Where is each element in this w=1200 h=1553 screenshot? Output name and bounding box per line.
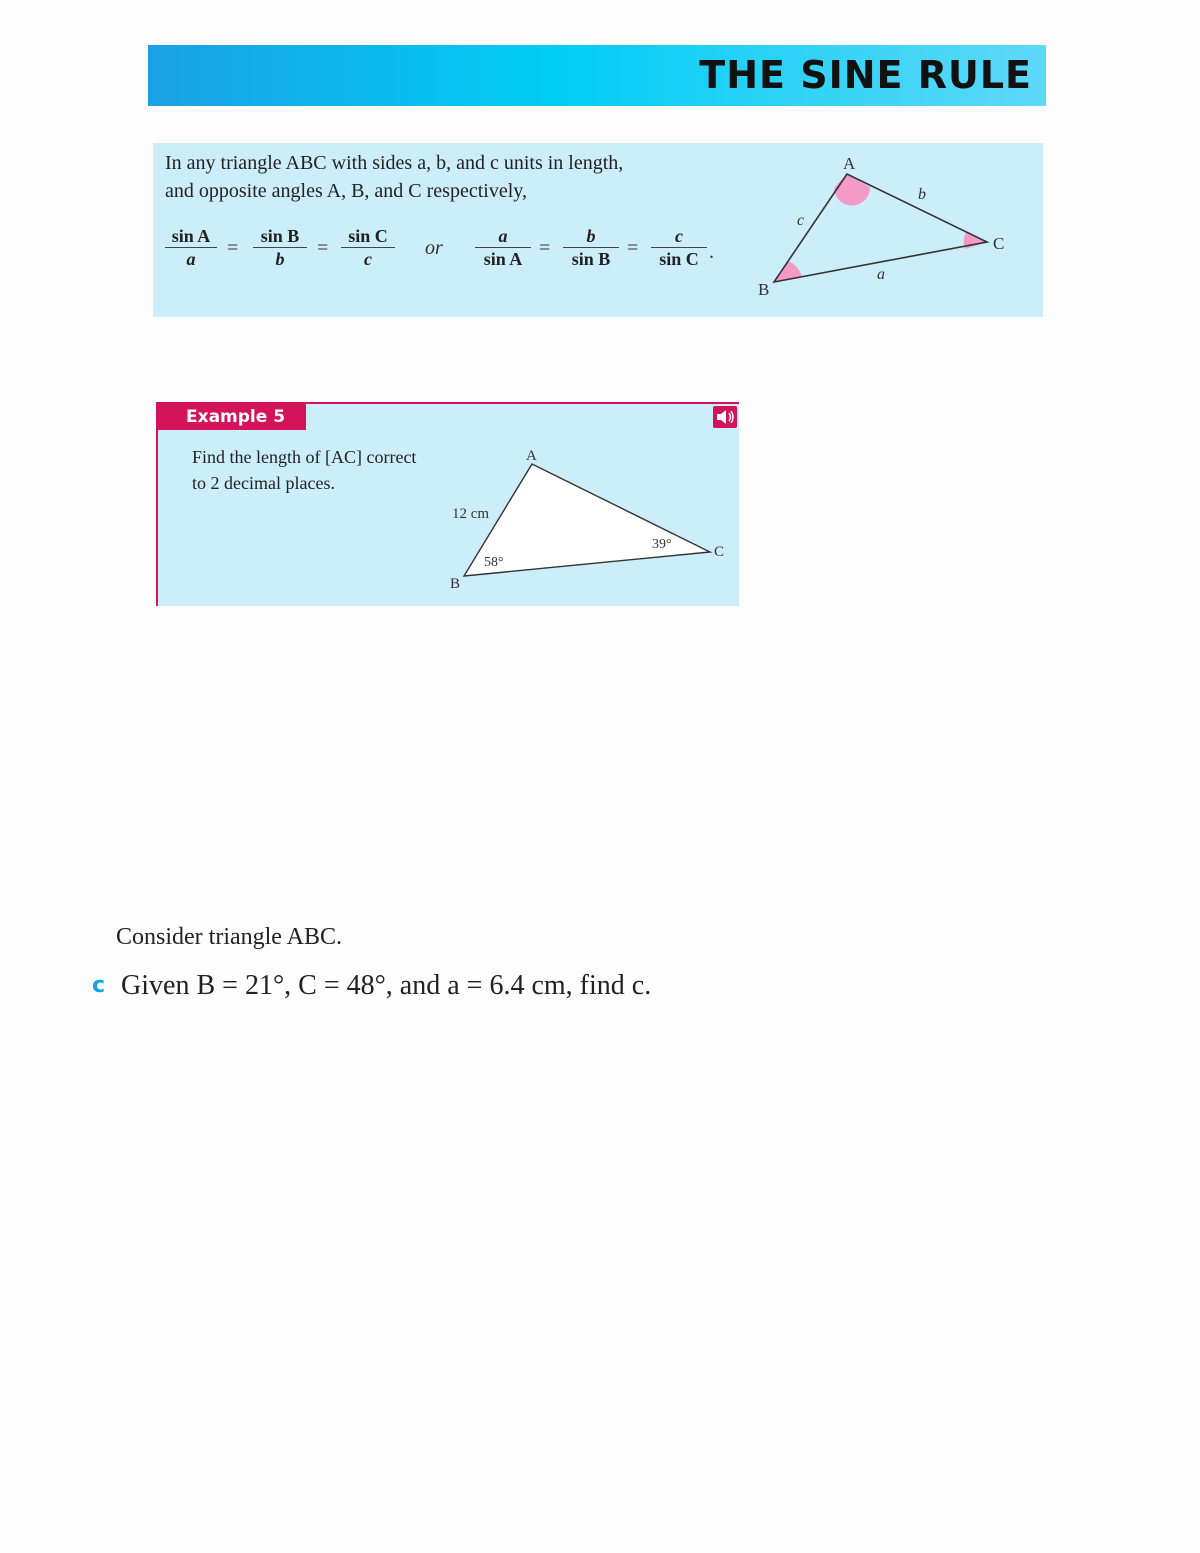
side-c-label: c: [797, 212, 805, 229]
side-b-label: b: [918, 186, 926, 203]
formula-period: .: [709, 241, 714, 263]
fraction-numerator: b: [563, 225, 619, 248]
equals-sign: =: [539, 237, 551, 259]
side-a-label: a: [877, 266, 885, 283]
example-box: [156, 402, 739, 606]
fraction-a-over-sinA: [475, 225, 531, 270]
or-connector: or: [425, 237, 443, 259]
fraction-sinB-over-b: [253, 225, 307, 270]
example-angle-b-label: 58°: [484, 555, 504, 570]
fraction-denominator: sin C: [659, 249, 699, 269]
equals-sign: =: [317, 237, 329, 259]
fraction-denominator: sin B: [571, 249, 611, 269]
vertex-a-label: A: [843, 154, 856, 173]
question-intro: Consider triangle ABC.: [116, 924, 342, 950]
example-triangle-diagram: [438, 442, 738, 602]
fraction-denominator: c: [364, 249, 372, 269]
fraction-numerator: c: [651, 225, 707, 248]
speaker-icon: [713, 406, 737, 428]
question-letter: c: [92, 973, 106, 998]
fraction-denominator: a: [186, 249, 196, 269]
fraction-c-over-sinC: [651, 225, 707, 270]
fraction-sinA-over-a: [165, 225, 217, 270]
fraction-b-over-sinB: [563, 225, 619, 270]
example-vertex-b-label: B: [450, 576, 461, 592]
example-line-2: to 2 decimal places.: [192, 473, 335, 493]
fraction-numerator: a: [475, 225, 531, 248]
triangle-abc-diagram: [753, 143, 1043, 317]
fraction-numerator: sin B: [253, 225, 307, 248]
question-c: [92, 970, 651, 1002]
question-text: Given B = 21°, C = 48°, and a = 6.4 cm, find c.: [121, 970, 652, 1001]
page-title: THE SINE RULE: [699, 53, 1032, 97]
fraction-numerator: sin A: [165, 225, 217, 248]
example-prompt: [192, 444, 416, 496]
audio-button[interactable]: [713, 406, 737, 428]
example-line-1: Find the length of [AC] correct: [192, 447, 417, 467]
fraction-denominator: sin A: [483, 249, 523, 269]
example-vertex-c-label: C: [714, 544, 725, 560]
equals-sign: =: [227, 237, 239, 259]
rule-intro-line-2: and opposite angles A, B, and C respectively,: [165, 180, 527, 202]
title-banner: [148, 45, 1046, 106]
rule-intro-line-1: In any triangle ABC with sides a, b, and c units in length,: [165, 152, 624, 174]
vertex-c-label: C: [993, 234, 1005, 253]
vertex-b-label: B: [758, 280, 770, 299]
fraction-numerator: sin C: [341, 225, 395, 248]
fraction-denominator: b: [275, 249, 285, 269]
rule-intro: [165, 149, 623, 205]
equals-sign: =: [627, 237, 639, 259]
example-vertex-a-label: A: [526, 448, 537, 464]
example-angle-c-label: 39°: [652, 537, 672, 552]
example-label: Example 5: [158, 404, 306, 430]
example-side-ab-label: 12 cm: [452, 506, 490, 522]
fraction-sinC-over-c: [341, 225, 395, 270]
sine-rule-box: [153, 143, 1043, 317]
